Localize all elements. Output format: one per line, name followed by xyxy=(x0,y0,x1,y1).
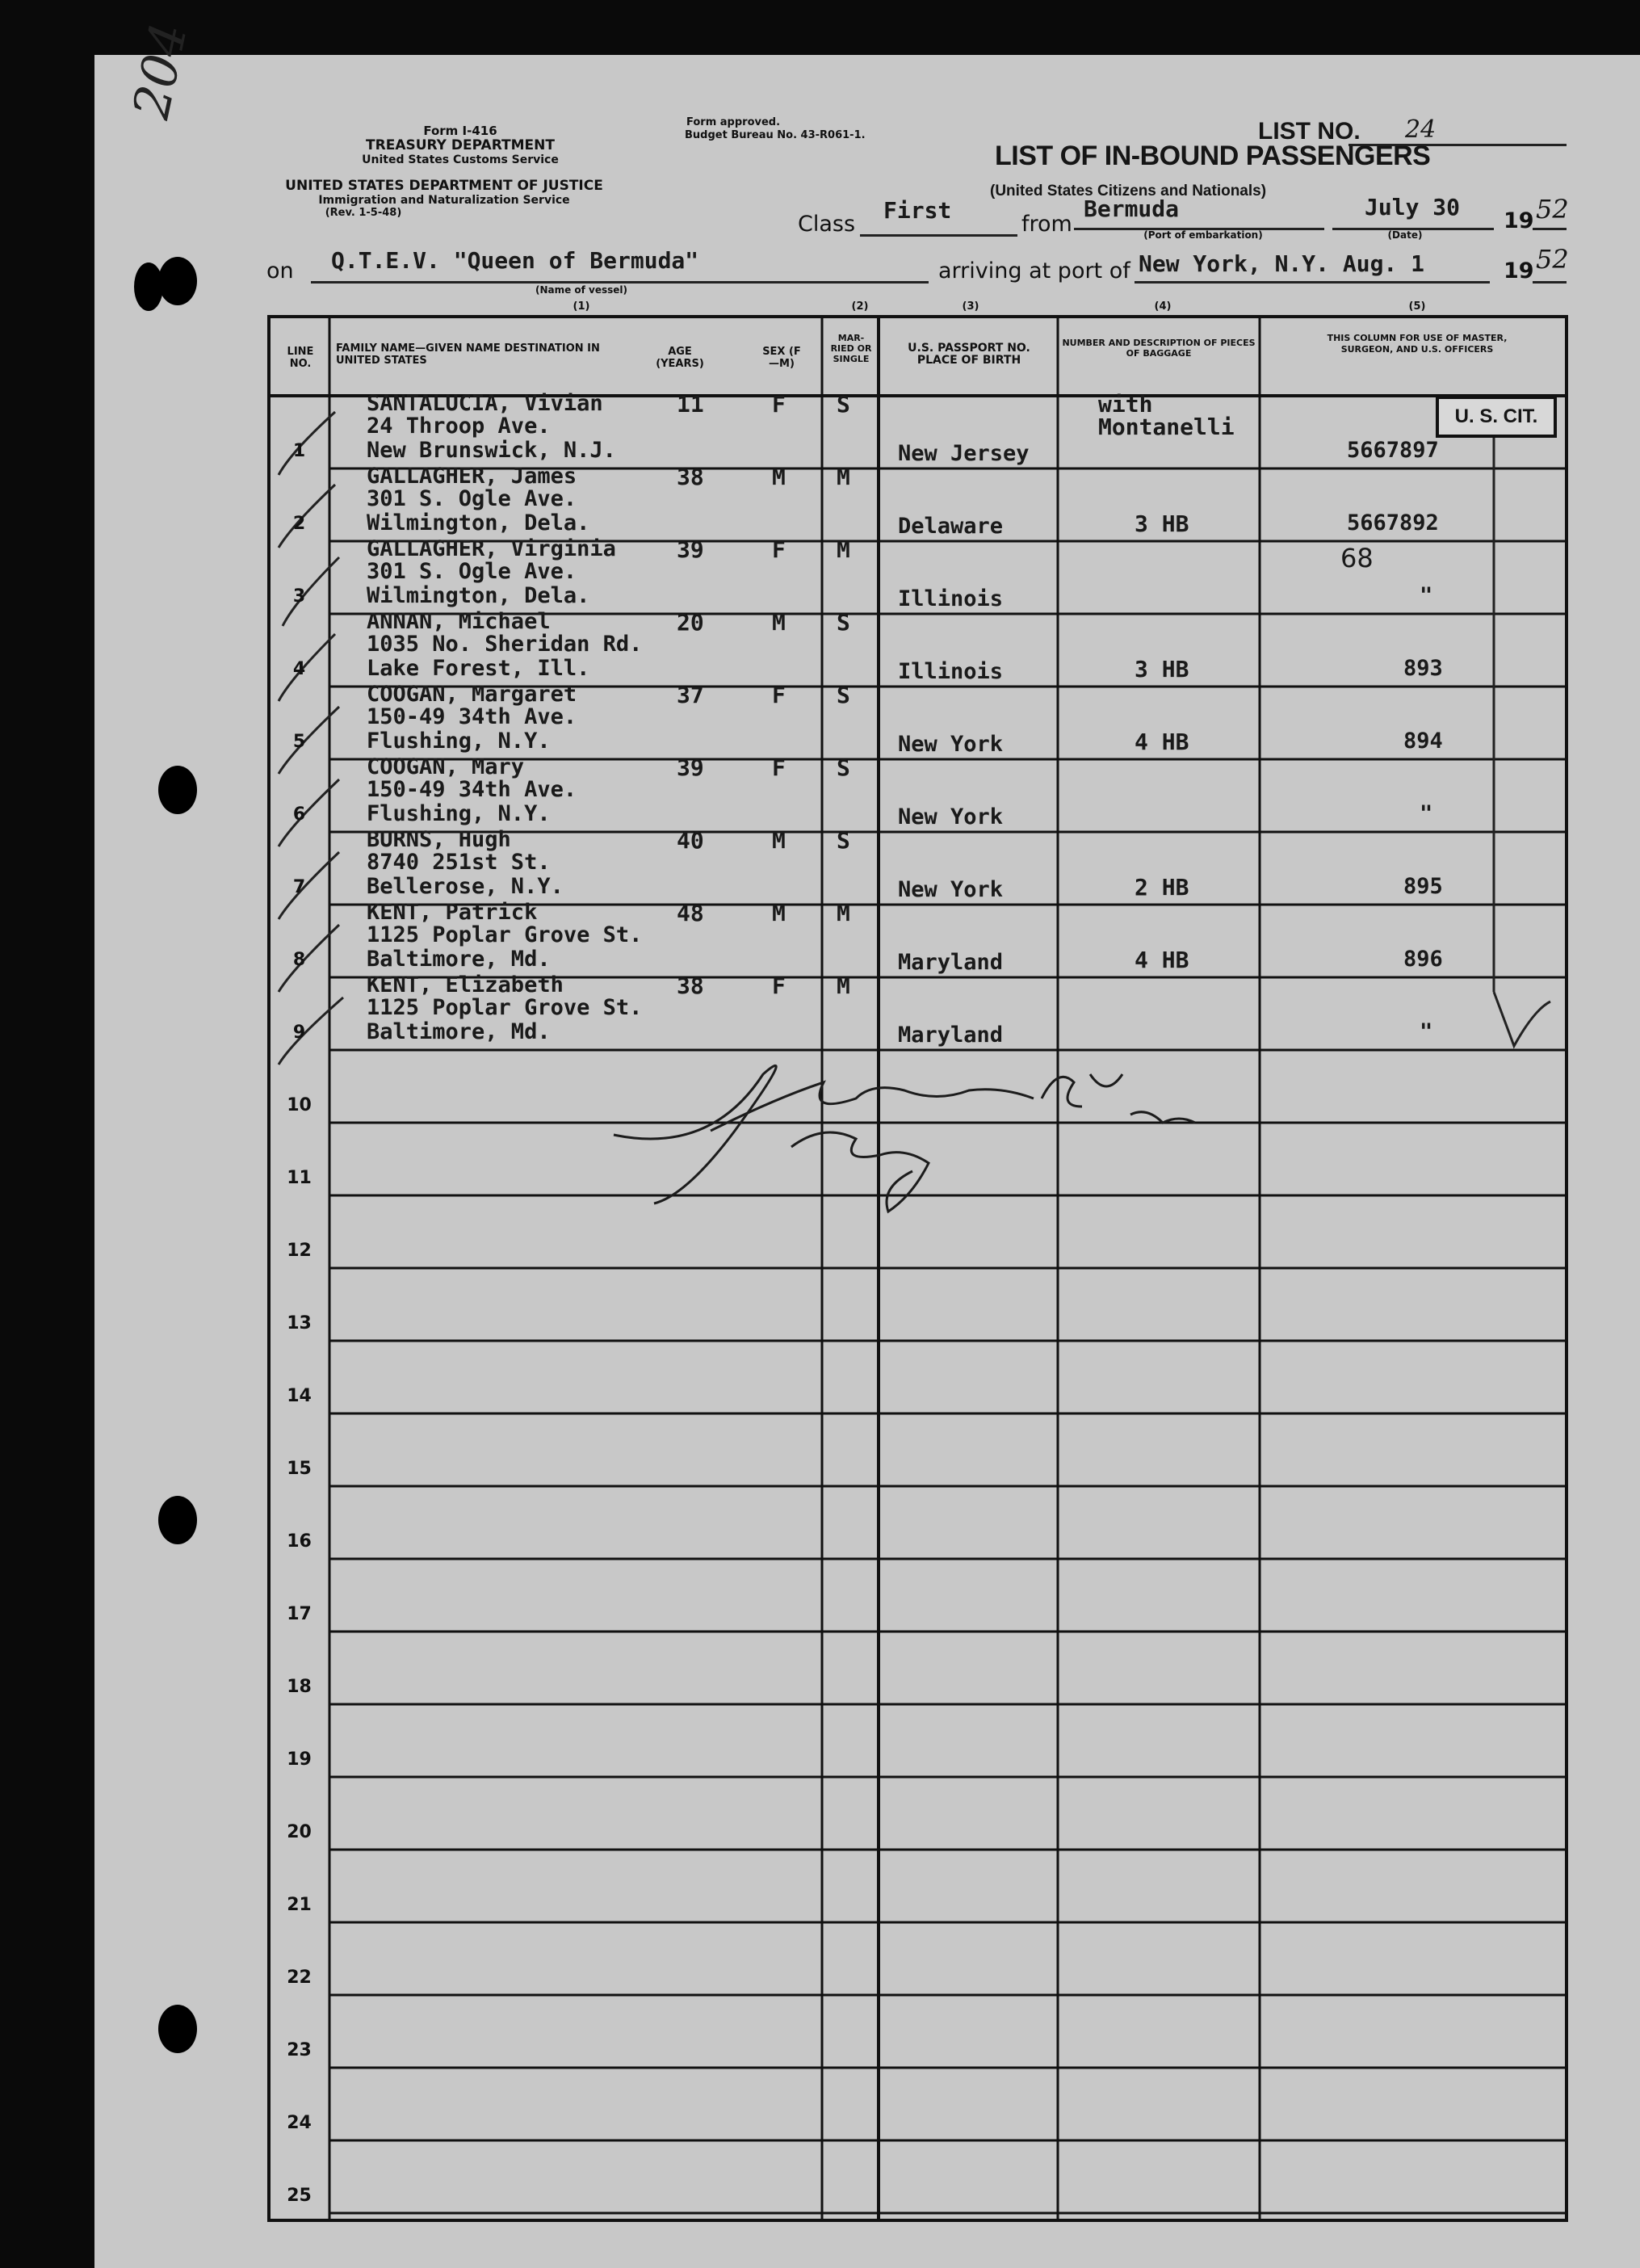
passenger-marital: S xyxy=(837,391,850,418)
passenger-sex: F xyxy=(772,536,786,563)
column-number: (5) xyxy=(1408,300,1426,313)
line-number: 22 xyxy=(287,1968,312,1988)
vessel-caption: (Name of vessel) xyxy=(535,284,628,296)
passenger-age: 11 xyxy=(677,391,704,418)
arrival-value: New York, N.Y. Aug. 1 xyxy=(1139,250,1425,277)
justice-dept: UNITED STATES DEPARTMENT OF JUSTICE xyxy=(285,178,603,194)
column-number: (2) xyxy=(851,300,869,313)
passenger-sex: M xyxy=(772,464,786,490)
passenger-address: 1035 No. Sheridan Rd. xyxy=(367,632,643,657)
passenger-sex: M xyxy=(772,827,786,854)
passenger-marital: S xyxy=(837,827,850,854)
line-number: 18 xyxy=(287,1677,312,1697)
passenger-name: KENT, Patrick xyxy=(367,900,538,925)
passenger-address: 150-49 34th Ave. xyxy=(367,777,577,802)
line-number: 10 xyxy=(287,1095,312,1115)
passenger-name: COOGAN, Mary xyxy=(367,754,525,779)
passenger-age: 40 xyxy=(677,827,704,854)
col-header-age: AGE (YEARS) xyxy=(656,346,704,370)
punch-hole xyxy=(158,2005,197,2053)
us-cit-stamp: U. S. CIT. xyxy=(1436,396,1557,438)
line-number: 23 xyxy=(287,2040,312,2060)
passenger-marital: M xyxy=(837,972,850,999)
passenger-city: Baltimore, Md. xyxy=(367,1019,551,1044)
class-label: Class xyxy=(798,212,856,237)
vessel-line xyxy=(311,281,929,284)
list-no-label: LIST NO. xyxy=(1258,118,1361,145)
passenger-address: 150-49 34th Ave. xyxy=(367,704,577,729)
margin-note: 204 xyxy=(121,18,199,124)
passenger-name: BURNS, Hugh xyxy=(367,827,511,852)
birthplace: Delaware xyxy=(898,514,1004,539)
line-number: 11 xyxy=(287,1168,312,1188)
birthplace: New Jersey xyxy=(898,441,1030,466)
official-number: " xyxy=(1420,1019,1433,1044)
col-header-sex: SEX (F—M) xyxy=(762,346,801,370)
birthplace: New York xyxy=(898,732,1004,757)
passenger-name: COOGAN, Margaret xyxy=(367,682,577,707)
passenger-age: 37 xyxy=(677,682,704,708)
line-number: 3 xyxy=(292,586,306,607)
birthplace: Maryland xyxy=(898,1023,1004,1048)
arrival-year-line xyxy=(1533,281,1567,284)
arrival-year: 52 xyxy=(1536,244,1569,275)
line-number: 2 xyxy=(292,514,306,534)
baggage: 3 HB xyxy=(1135,656,1189,682)
official-number: 893 xyxy=(1403,656,1443,681)
baggage: 4 HB xyxy=(1135,729,1189,755)
passenger-sex: F xyxy=(772,754,786,781)
passenger-marital: S xyxy=(837,609,850,636)
passenger-city: Wilmington, Dela. xyxy=(367,583,590,608)
passenger-age: 20 xyxy=(677,609,704,636)
class-line xyxy=(860,234,1017,237)
passenger-marital: S xyxy=(837,754,850,781)
treasury-dept: TREASURY DEPARTMENT xyxy=(366,137,555,153)
passenger-name: GALLAGHER, James xyxy=(367,464,577,489)
passenger-address: 1125 Poplar Grove St. xyxy=(367,995,643,1020)
passenger-marital: M xyxy=(837,900,850,926)
passenger-sex: M xyxy=(772,609,786,636)
from-label: from xyxy=(1021,212,1072,237)
passenger-sex: M xyxy=(772,900,786,926)
passenger-sex: F xyxy=(772,972,786,999)
col-header-passport: U.S. PASSPORT NO. PLACE OF BIRTH xyxy=(908,342,1030,367)
baggage: 3 HB xyxy=(1135,510,1189,537)
col-header-baggage: NUMBER AND DESCRIPTION OF PIECES OF BAGGAGE xyxy=(1062,338,1256,359)
official-number: 895 xyxy=(1403,874,1443,899)
passenger-address: 1125 Poplar Grove St. xyxy=(367,922,643,947)
punch-hole xyxy=(158,257,197,305)
officer-note: 68 xyxy=(1340,543,1374,573)
year-prefix: 19 xyxy=(1504,208,1534,233)
official-number: 896 xyxy=(1403,947,1443,972)
line-number: 16 xyxy=(287,1531,312,1552)
manifest-page xyxy=(94,55,1640,2268)
passenger-marital: M xyxy=(837,536,850,563)
column-number: (1) xyxy=(573,300,590,313)
line-number: 12 xyxy=(287,1241,312,1261)
punch-hole xyxy=(158,1496,197,1544)
passenger-age: 48 xyxy=(677,900,704,926)
page-subtitle: (United States Citizens and Nationals) xyxy=(990,183,1267,200)
passenger-address: 8740 251st St. xyxy=(367,850,551,875)
passenger-age: 39 xyxy=(677,536,704,563)
date-caption: (Date) xyxy=(1387,229,1423,241)
official-number: 5667892 xyxy=(1347,510,1439,536)
port-caption: (Port of embarkation) xyxy=(1143,229,1263,241)
punch-hole xyxy=(134,262,163,311)
line-number: 17 xyxy=(287,1604,312,1624)
line-number: 19 xyxy=(287,1749,312,1770)
birthplace: Illinois xyxy=(898,659,1004,684)
line-number: 20 xyxy=(287,1822,312,1842)
baggage: Montanelli xyxy=(1098,414,1235,440)
column-number: (3) xyxy=(962,300,979,313)
official-number: 5667897 xyxy=(1347,438,1439,463)
birthplace: Maryland xyxy=(898,950,1004,975)
on-label: on xyxy=(266,258,294,284)
passenger-city: Wilmington, Dela. xyxy=(367,510,590,536)
passenger-city: Bellerose, N.Y. xyxy=(367,874,564,899)
passenger-city: Flushing, N.Y. xyxy=(367,801,551,826)
arrival-year-prefix: 19 xyxy=(1504,258,1534,284)
birthplace: New York xyxy=(898,877,1004,902)
line-number: 14 xyxy=(287,1386,312,1406)
birthplace: New York xyxy=(898,804,1004,830)
line-number: 15 xyxy=(287,1459,312,1479)
revision: (Rev. 1-5-48) xyxy=(325,207,402,219)
year-value: 52 xyxy=(1536,194,1569,225)
col-header-name: FAMILY NAME—GIVEN NAME DESTINATION IN UNITED STATES xyxy=(336,342,600,367)
page-title: LIST OF IN-BOUND PASSENGERS xyxy=(995,141,1431,171)
passenger-address: 301 S. Ogle Ave. xyxy=(367,559,577,584)
from-value: Bermuda xyxy=(1084,195,1180,222)
line-number: 4 xyxy=(292,659,306,679)
passenger-marital: S xyxy=(837,682,850,708)
line-number: 9 xyxy=(292,1023,306,1043)
line-number: 5 xyxy=(292,732,306,752)
year-line xyxy=(1533,228,1567,230)
official-number: " xyxy=(1420,801,1433,826)
col-header-line: LINE NO. xyxy=(287,346,314,370)
customs-service: United States Customs Service xyxy=(362,153,559,166)
col-header-married: MAR- RIED OR SINGLE xyxy=(830,333,872,364)
line-number: 25 xyxy=(287,2186,312,2206)
passenger-age: 38 xyxy=(677,464,704,490)
punch-hole xyxy=(158,766,197,814)
passenger-city: Lake Forest, Ill. xyxy=(367,656,590,681)
passenger-marital: M xyxy=(837,464,850,490)
passenger-address: 24 Throop Ave. xyxy=(367,414,551,439)
line-number: 8 xyxy=(292,950,306,970)
line-number: 6 xyxy=(292,804,306,825)
official-number: " xyxy=(1420,583,1433,608)
list-no-value: 24 xyxy=(1405,116,1437,144)
passenger-sex: F xyxy=(772,391,786,418)
passenger-name: SANTALUCIA, Vivian xyxy=(367,391,603,416)
form-approved: Form approved. xyxy=(686,116,781,128)
passenger-address: 301 S. Ogle Ave. xyxy=(367,486,577,511)
official-number: 894 xyxy=(1403,729,1443,754)
passenger-age: 38 xyxy=(677,972,704,999)
baggage: with xyxy=(1098,391,1153,418)
birthplace: Illinois xyxy=(898,586,1004,611)
passenger-city: New Brunswick, N.J. xyxy=(367,438,616,463)
line-number: 1 xyxy=(292,441,306,461)
passenger-name: KENT, Elizabeth xyxy=(367,972,564,998)
arriving-label: arriving at port of xyxy=(938,258,1130,284)
passenger-city: Flushing, N.Y. xyxy=(367,729,551,754)
class-value: First xyxy=(883,197,952,224)
passenger-name: GALLAGHER, Virginia xyxy=(367,536,616,561)
passenger-sex: F xyxy=(772,682,786,708)
date-value: July 30 xyxy=(1365,194,1461,220)
line-number: 13 xyxy=(287,1313,312,1334)
baggage: 2 HB xyxy=(1135,874,1189,901)
baggage: 4 HB xyxy=(1135,947,1189,973)
col-header-officers: THIS COLUMN FOR USE OF MASTER, SURGEON, AND U.S. OFFICERS xyxy=(1327,333,1508,355)
passenger-name: ANNAN, Michael xyxy=(367,609,551,634)
passenger-age: 39 xyxy=(677,754,704,781)
arrival-line xyxy=(1135,281,1490,284)
line-number: 7 xyxy=(292,877,306,897)
immigration-service: Immigration and Naturalization Service xyxy=(318,194,570,207)
line-number: 21 xyxy=(287,1895,312,1915)
form-number: Form I-416 xyxy=(423,124,497,138)
signature-note xyxy=(985,1074,1189,1094)
column-number: (4) xyxy=(1154,300,1172,313)
passenger-city: Baltimore, Md. xyxy=(367,947,551,972)
budget-bureau: Budget Bureau No. 43-R061-1. xyxy=(685,129,866,141)
vessel-name: Q.T.E.V. "Queen of Bermuda" xyxy=(331,247,699,274)
line-number: 24 xyxy=(287,2113,312,2133)
